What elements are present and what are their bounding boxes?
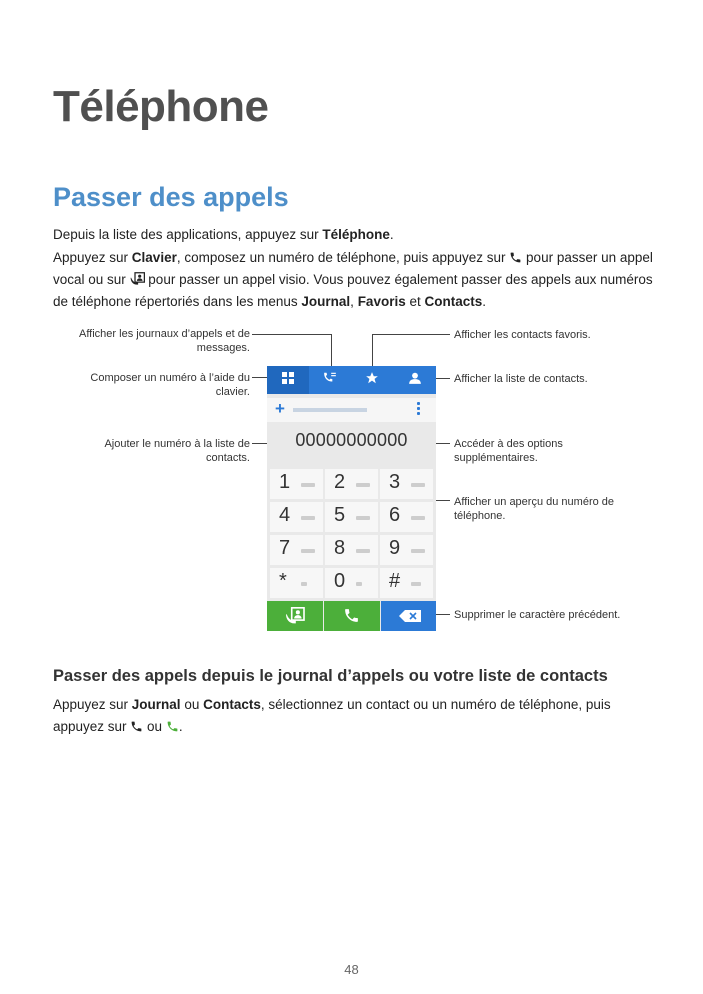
tab-logs[interactable] (309, 366, 351, 394)
keypad-icon (281, 371, 295, 385)
annotation-options: Accéder à des options supplémentaires. (454, 438, 563, 464)
key-star[interactable]: * (270, 568, 323, 598)
key-0[interactable]: 0 (325, 568, 378, 598)
annotation-favorites: Afficher les contacts favoris. (454, 329, 591, 341)
key-2[interactable]: 2 (325, 469, 378, 499)
green-phone-call-icon (166, 720, 179, 733)
chapter-title: Téléphone (53, 82, 269, 131)
placeholder-text (293, 408, 367, 412)
contact-icon (408, 371, 422, 385)
annotation-keypad: Composer un numéro à l’aide du clavier. (90, 372, 250, 398)
more-options-icon[interactable] (417, 402, 420, 417)
callout-line (372, 334, 450, 335)
page-number: 48 (344, 962, 359, 977)
instructions-paragraph: Appuyez sur Clavier, composez un numéro de téléphone, puis appuyez sur pour passer un appel vocal ou sur pour passer un appel visio. Vous pouvez également passer des appels aux numéros de téléphone répertoriés dans les menus Journal, Favoris et Contacts. (53, 250, 653, 309)
key-3[interactable]: 3 (380, 469, 433, 499)
call-log-icon (323, 371, 337, 385)
voice-call-button[interactable] (324, 601, 380, 631)
key-7[interactable]: 7 (270, 535, 323, 565)
phone-tab-bar (267, 366, 436, 394)
tab-favorites[interactable] (351, 366, 393, 394)
add-contact-button[interactable]: + (275, 399, 285, 418)
video-call-icon (130, 272, 145, 286)
key-9[interactable]: 9 (380, 535, 433, 565)
tab-contacts[interactable] (393, 366, 436, 394)
key-hash[interactable]: # (380, 568, 433, 598)
subsection-title: Passer des appels depuis le journal d’appels ou votre liste de contacts (53, 667, 608, 685)
number-input-bar (267, 398, 436, 422)
key-4[interactable]: 4 (270, 502, 323, 532)
phone-screenshot (267, 366, 436, 631)
key-5[interactable]: 5 (325, 502, 378, 532)
key-1[interactable]: 1 (270, 469, 323, 499)
call-action-row (267, 601, 436, 631)
phone-call-icon (343, 607, 360, 624)
phone-call-icon (130, 720, 143, 733)
annotation-contacts: Afficher la liste de contacts. (454, 373, 588, 385)
star-icon (365, 371, 379, 385)
logs-contacts-paragraph: Appuyez sur Journal ou Contacts, sélectionnez un contact ou un numéro de téléphone, puis appuyez sur ou . (53, 697, 611, 734)
video-call-button[interactable] (267, 601, 323, 631)
key-8[interactable]: 8 (325, 535, 378, 565)
annotation-logs: Afficher les journaux d’appels et de messages. (78, 328, 250, 354)
annotation-delete: Supprimer le caractère précédent. (454, 609, 621, 621)
annotation-add-contact: Ajouter le numéro à la liste de contacts. (104, 438, 250, 464)
key-6[interactable]: 6 (380, 502, 433, 532)
callout-line (252, 334, 332, 335)
phone-call-icon (509, 251, 522, 264)
dialed-number: 00000000000 (295, 430, 408, 450)
annotation-number-preview: Afficher un aperçu du numéro de téléphone. (454, 496, 615, 522)
video-call-icon (285, 607, 305, 625)
backspace-icon (399, 610, 421, 622)
section-title: Passer des appels (53, 182, 289, 212)
intro-paragraph: Depuis la liste des applications, appuyez sur Téléphone. (53, 227, 394, 242)
delete-button[interactable] (381, 601, 436, 631)
tab-keypad[interactable] (267, 366, 309, 394)
